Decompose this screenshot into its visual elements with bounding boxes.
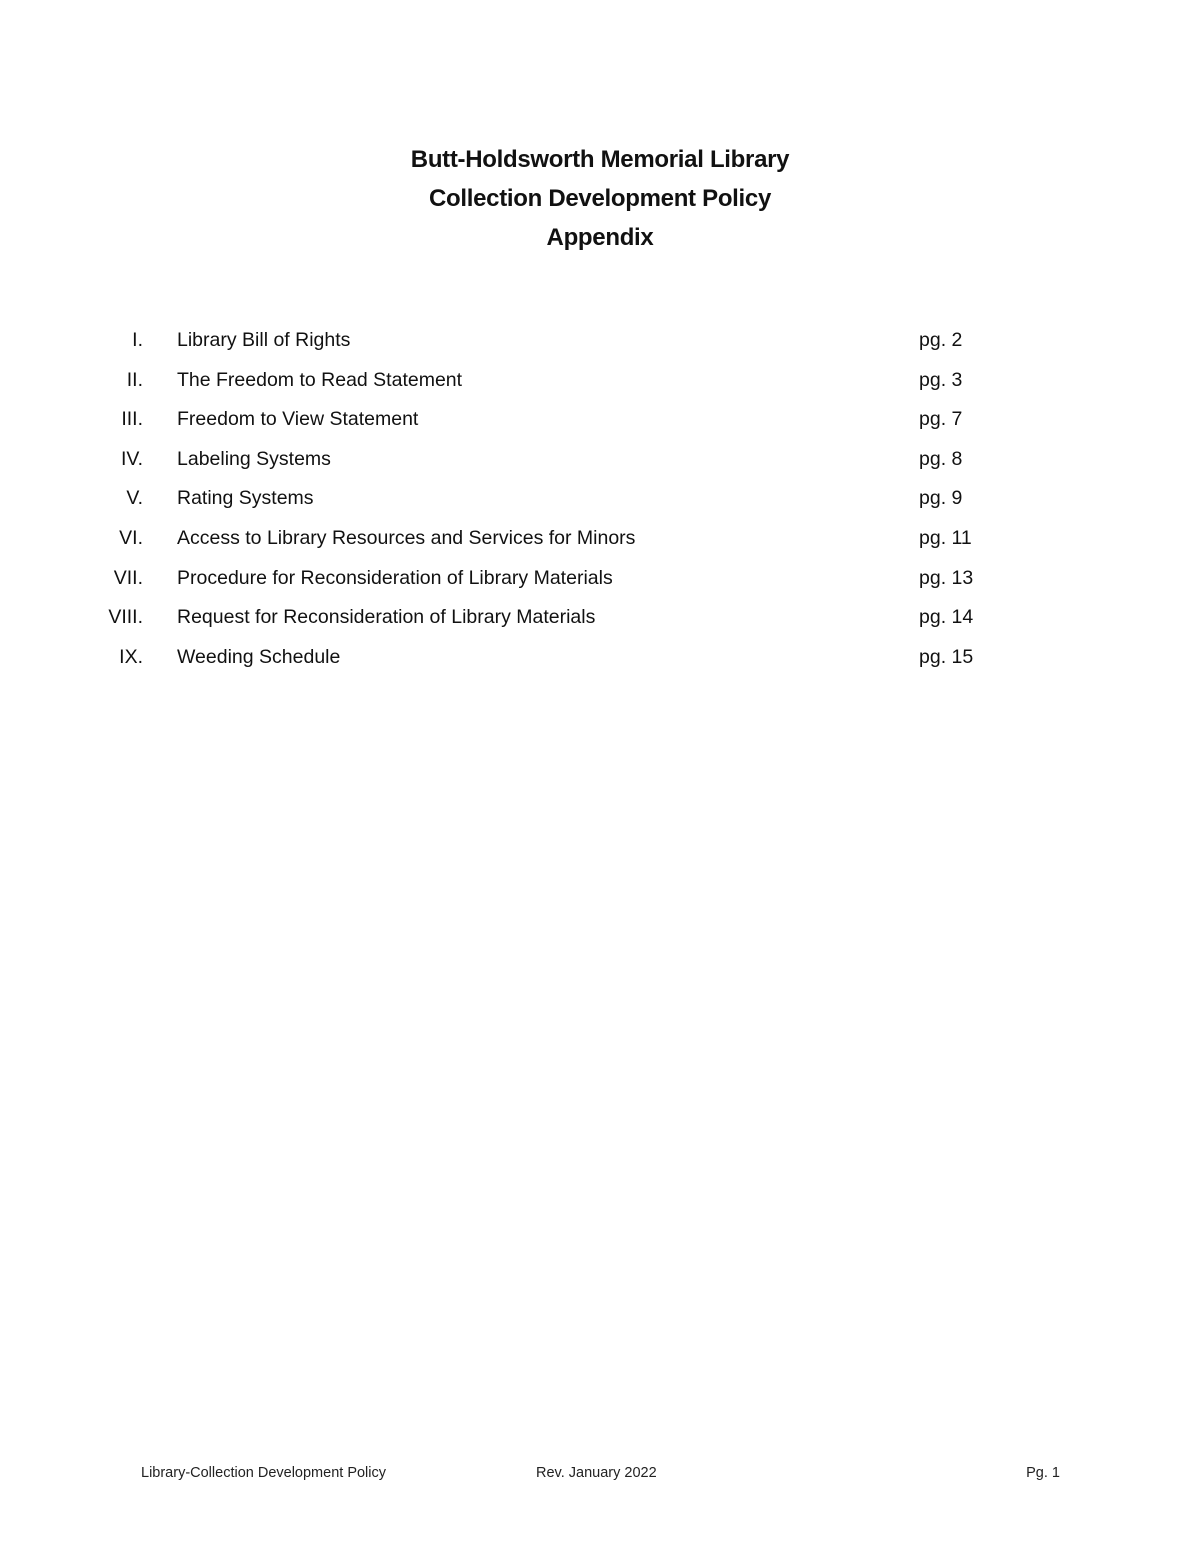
toc-entry-number: VIII. — [108, 606, 143, 629]
footer-revision-date: Rev. January 2022 — [536, 1465, 657, 1481]
toc-entry — [0, 479, 1200, 519]
toc-entry-title: The Freedom to Read Statement — [177, 368, 463, 391]
library-name: Butt-Holdsworth Memorial Library — [410, 146, 790, 173]
toc-entry-title: Access to Library Resources and Services for Minors — [177, 526, 636, 549]
toc-entry-title: Library Bill of Rights — [177, 329, 351, 351]
toc-entry-page: pg. 8 — [919, 447, 963, 470]
toc-entry-number: VII. — [113, 566, 143, 589]
toc-entry-title: Request for Reconsideration of Library Materials — [177, 606, 596, 629]
toc-entry-number: I. — [132, 329, 143, 351]
toc-entry — [0, 598, 1200, 638]
toc-entry-number: IX. — [119, 645, 143, 668]
footer-document-name: Library-Collection Development Policy — [141, 1465, 386, 1481]
toc-entry — [0, 638, 1200, 678]
toc-entry — [0, 361, 1200, 401]
toc-entry — [0, 400, 1200, 440]
toc-entry-number: V. — [126, 487, 143, 510]
toc-entry-page: pg. 14 — [919, 606, 974, 629]
toc-entry-page: pg. 15 — [919, 645, 974, 668]
toc-entry-number: IV. — [120, 447, 143, 470]
toc-entry-title: Weeding Schedule — [177, 645, 341, 668]
table-of-contents — [0, 321, 1200, 677]
toc-entry-page: pg. 9 — [919, 487, 963, 510]
footer-page-number: Pg. 1 — [1026, 1465, 1060, 1481]
toc-entry-title: Rating Systems — [177, 487, 314, 510]
toc-entry-title: Freedom to View Statement — [177, 408, 419, 431]
toc-entry-page: pg. 13 — [919, 566, 974, 589]
toc-entry-page: pg. 7 — [919, 408, 963, 431]
policy-title: Collection Development Policy — [428, 185, 772, 212]
toc-entry-page: pg. 2 — [919, 329, 963, 351]
toc-entry-number: III. — [121, 408, 143, 431]
toc-entry-number: II. — [126, 368, 143, 391]
toc-entry — [0, 559, 1200, 599]
toc-entry-number: VI. — [119, 526, 143, 549]
document-title — [0, 140, 1200, 257]
section-title: Appendix — [546, 224, 654, 251]
toc-entry-title: Labeling Systems — [177, 447, 331, 470]
toc-entry — [0, 519, 1200, 559]
page-footer — [0, 1463, 1200, 1483]
toc-entry — [0, 440, 1200, 480]
toc-entry — [0, 321, 1200, 361]
toc-entry-title: Procedure for Reconsideration of Library Materials — [177, 566, 613, 589]
toc-entry-page: pg. 11 — [919, 526, 972, 549]
toc-entry-page: pg. 3 — [919, 368, 963, 391]
